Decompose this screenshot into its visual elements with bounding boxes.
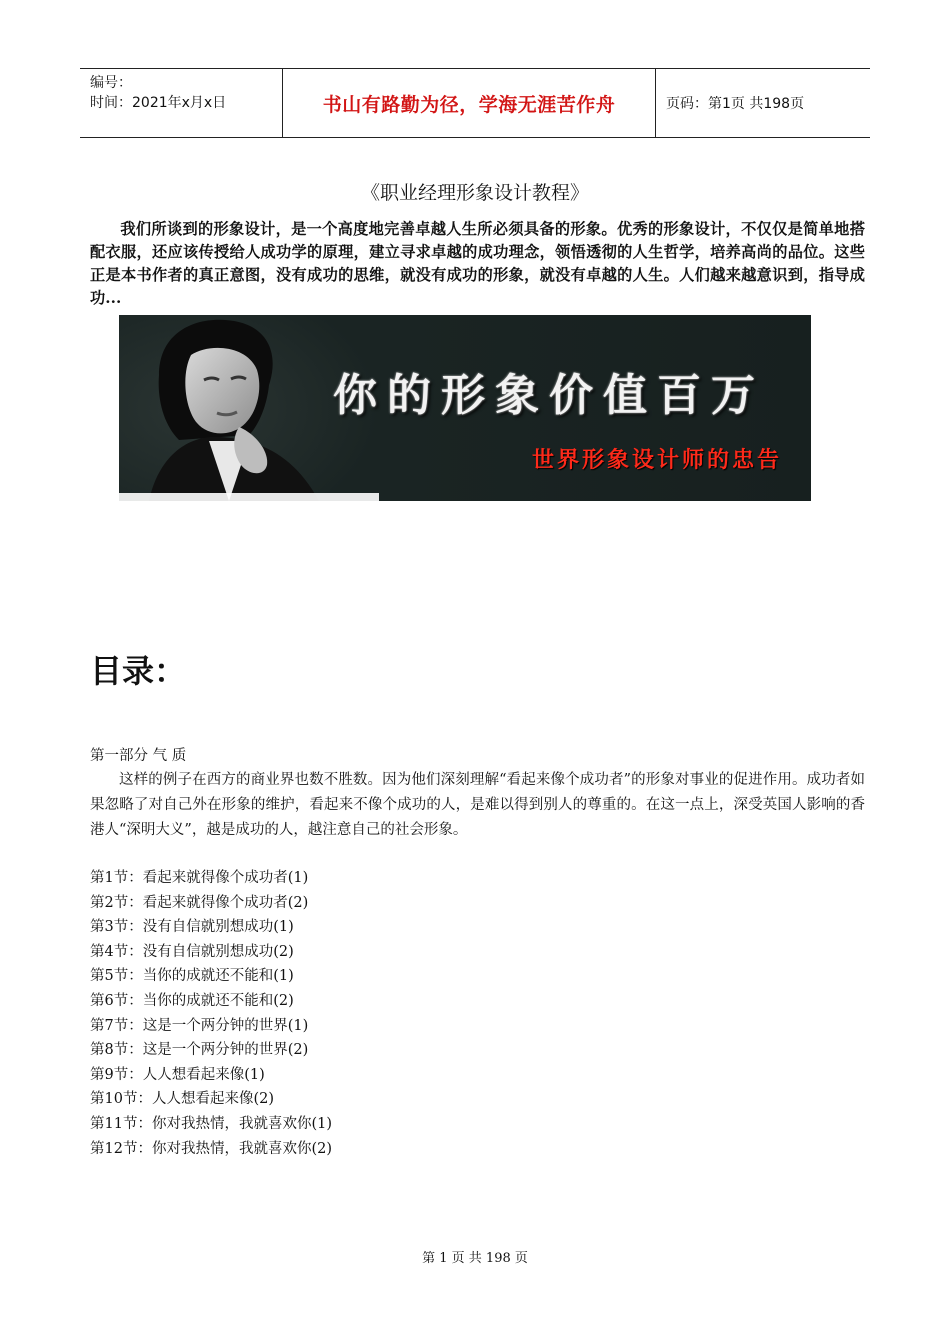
toc-item[interactable]: 第10节：人人想看起来像(2) <box>90 1091 274 1108</box>
banner-image <box>119 315 811 501</box>
banner-subtitle: 世界形象设计师的忠告 <box>531 447 782 473</box>
toc-item[interactable]: 第7节：这是一个两分钟的世界(1) <box>90 1017 309 1034</box>
toc-item[interactable]: 第2节：看起来就得像个成功者(2) <box>90 894 309 911</box>
toc-item[interactable]: 第5节：当你的成就还不能和(1) <box>90 968 294 985</box>
toc-item[interactable]: 第4节：没有自信就别想成功(2) <box>90 943 294 960</box>
toc-item[interactable]: 第6节：当你的成就还不能和(2) <box>90 992 294 1009</box>
page-footer: 第 1 页 共 198 页 <box>422 1251 528 1266</box>
part-description: 这样的例子在西方的商业界也数不胜数。因为他们深刻理解“看起来像个成功者”的形象对事业的促进作用。成功者如果忽略了对自己外在形象的维护，看起来不像个成功的人，是难以得到别人的尊重的。在这一点上，深受英国人影响的香港人“深明大义”，越是成功的人，越注意自己的社会形象。 <box>90 772 865 838</box>
toc-heading: 目录： <box>90 652 187 690</box>
document-title: 《职业经理形象设计教程》 <box>360 182 589 204</box>
intro-paragraph: 我们所谈到的形象设计，是一个高度地完善卓越人生所必须具备的形象。优秀的形象设计，不仅仅是简单地搭配衣服，还应该传授给人成功学的原理，建立寻求卓越的成功理念，领悟透彻的人生哲学，培养高尚的品位。这些正是本书作者的真正意图，没有成功的思维，就没有成功的形象，就没有卓越的人生。人们越来越意识到，指导成功... <box>90 220 865 307</box>
header-page-info: 页码：第1页 共198页 <box>666 96 805 112</box>
time-label: 时间：2021年x月x日 <box>90 95 227 111</box>
toc-item[interactable]: 第3节：没有自信就别想成功(1) <box>90 919 294 936</box>
toc-item[interactable]: 第12节：你对我热情，我就喜欢你(2) <box>90 1140 332 1157</box>
header-motto: 书山有路勤为径，学海无涯苦作舟 <box>282 69 656 137</box>
banner-title: 你的形象价值百万 <box>333 370 765 421</box>
part-title: 第一部分 气 质 <box>90 748 187 764</box>
toc-list <box>90 866 332 1161</box>
header-meta <box>80 69 282 137</box>
toc-item[interactable]: 第1节：看起来就得像个成功者(1) <box>90 870 309 886</box>
number-label: 编号： <box>90 75 132 91</box>
toc-item[interactable]: 第11节：你对我热情，我就喜欢你(1) <box>90 1115 332 1132</box>
toc-item[interactable]: 第9节：人人想看起来像(1) <box>90 1066 265 1083</box>
toc-item[interactable]: 第8节：这是一个两分钟的世界(2) <box>90 1042 309 1059</box>
page-header <box>80 68 870 138</box>
